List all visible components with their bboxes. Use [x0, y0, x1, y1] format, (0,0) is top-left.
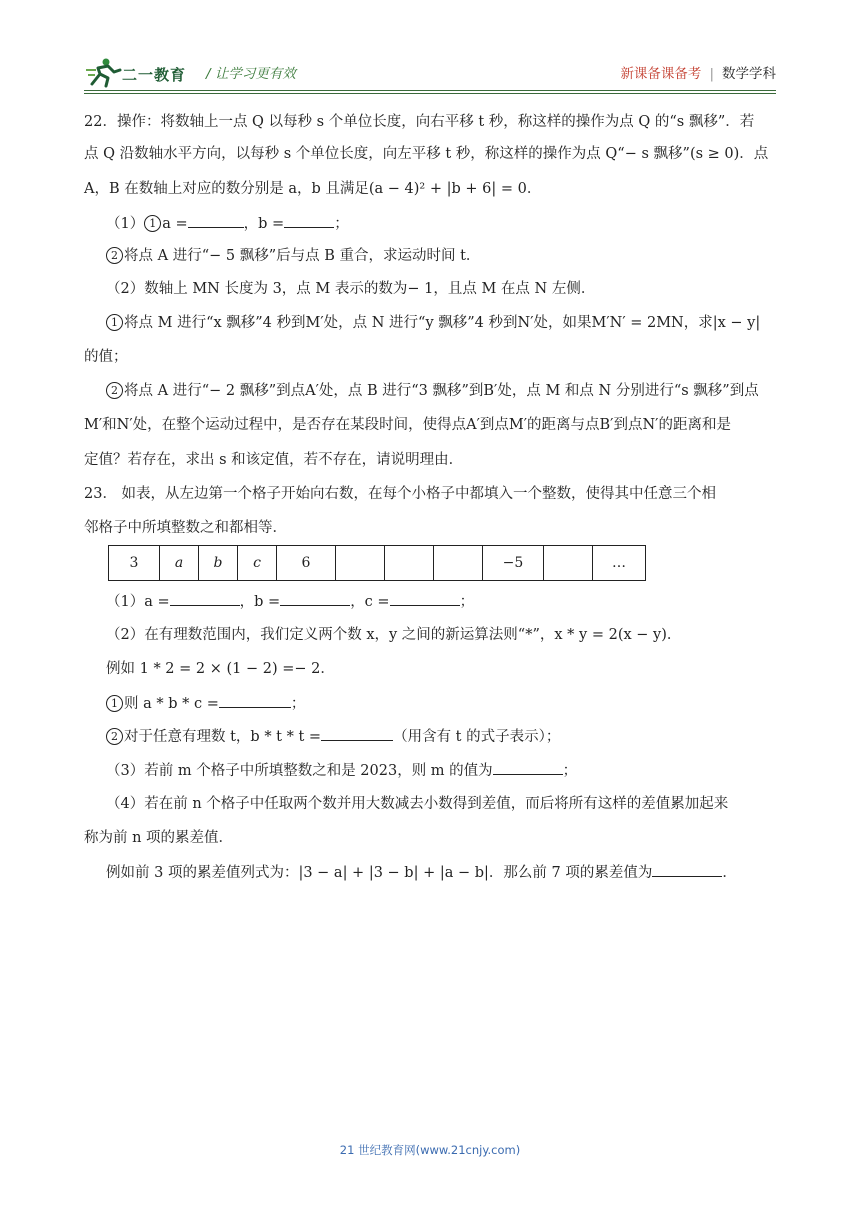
answer-blank[interactable] — [280, 591, 350, 606]
runner-logo-icon — [84, 56, 124, 88]
q23-line-1: 23． 如表，从左边第一个格子开始向右数，在每个小格子中都填入一个整数，使得其中任意三个相 — [84, 486, 717, 502]
q23-part2-2-end: （用含有 t 的式子表示）； — [393, 729, 561, 745]
q22-part1-b-label: ，b = — [243, 216, 285, 232]
q22-part2-2a-text: 将点 A 进行“− 2 飘移”到点A′处，点 B 进行“3 飘移”到B′处，点 M 和点 N 分别进行“s 飘移”到点 — [124, 383, 759, 399]
page-header — [84, 56, 776, 90]
q22-part1-end: ； — [334, 216, 349, 232]
q23-part1-a-label: a = — [144, 594, 170, 610]
header-subject: 数学学科 — [722, 66, 776, 82]
q23-part1-c-label: ，c = — [350, 594, 390, 610]
circled-one-icon: 1 — [106, 695, 123, 712]
q23-part2: （2）在有理数范围内，我们定义两个数 x，y 之间的新运算法则“*”，x * y = 2(x − y)． — [106, 627, 682, 643]
number-grid-table — [108, 545, 646, 581]
q23-part2-1 — [106, 693, 305, 714]
q23-part4-b: 称为前 n 项的累差值． — [84, 830, 234, 846]
q22-part2-2c: 定值？若存在，求出 s 和该定值，若不存在，请说明理由． — [84, 452, 464, 468]
grid-cell: a — [160, 546, 199, 581]
q22-part1-a-label: a = — [162, 216, 188, 232]
q23-part1-prefix: （1） — [106, 594, 145, 610]
q23-line-2: 邻格子中所填整数之和都相等． — [84, 520, 287, 536]
answer-blank[interactable] — [652, 862, 722, 877]
header-rule — [84, 90, 776, 91]
grid-cell — [544, 546, 593, 581]
answer-blank[interactable] — [170, 591, 240, 606]
q23-part3-end: ； — [562, 763, 578, 779]
header-right — [620, 62, 776, 82]
circled-two-icon: 2 — [106, 728, 123, 745]
q22-part2-1a — [106, 313, 760, 333]
grid-cell: 6 — [277, 546, 336, 581]
q22-part2-1a-text: 将点 M 进行“x 飘移”4 秒到M′处，点 N 进行“y 飘移”4 秒到N′处，如果M′N′ = 2MN，求|x − y| — [124, 315, 761, 331]
grid-cell: −5 — [483, 546, 544, 581]
circled-one-icon: 1 — [106, 314, 123, 331]
answer-blank[interactable] — [188, 213, 244, 228]
q22-part1-2-text: 将点 A 进行“− 5 飘移”后与点 B 重合，求运动时间 t． — [124, 248, 481, 264]
q22-part2: （2）数轴上 MN 长度为 3，点 M 表示的数为− 1，且点 M 在点 N 左侧． — [106, 281, 596, 297]
q22-line-2: 点 Q 沿数轴水平方向，以每秒 s 个单位长度，向左平移 t 秒，称这样的操作为点 Q“− s 飘移”(s ≥ 0)．点 — [84, 146, 769, 162]
q22-part1-prefix: （1） — [106, 216, 145, 232]
q23-part1-b-label: ，b = — [239, 594, 281, 610]
answer-blank[interactable] — [390, 591, 460, 606]
circled-two-icon: 2 — [106, 382, 123, 399]
q23-part2-example: 例如 1 * 2 = 2 × (1 − 2) =− 2． — [106, 661, 335, 677]
q22-part2-2a — [106, 381, 759, 401]
grid-cell: 3 — [109, 546, 160, 581]
grid-cell — [385, 546, 434, 581]
q22-part1 — [106, 213, 349, 234]
grid-cell — [434, 546, 483, 581]
header-slogan: / 让学习更有效 — [206, 66, 296, 82]
answer-blank[interactable] — [219, 693, 291, 708]
q22-line-3: A，B 在数轴上对应的数分别是 a，b 且满足(a − 4)² + |b + 6| = 0． — [84, 181, 542, 197]
header-course-label: 新课备课备考 — [620, 66, 702, 82]
page-footer: 21 世纪教育网(www.21cnjy.com) — [339, 1143, 521, 1157]
q23-part2-1-end: ； — [290, 696, 306, 712]
answer-blank[interactable] — [493, 760, 563, 775]
q23-part4-a: （4）若在前 n 个格子中任取两个数并用大数减去小数得到差值，而后将所有这样的差值累加起来 — [106, 796, 729, 812]
answer-blank[interactable] — [321, 726, 393, 741]
q23-part2-2-text: 对于任意有理数 t，b * t * t = — [124, 729, 322, 745]
q23-part4-example-text: 例如前 3 项的累差值列式为：|3 − a| + |3 − b| + |a − b|．那么前 7 项的累差值为 — [106, 865, 653, 881]
answer-blank[interactable] — [284, 213, 334, 228]
q23-part1 — [106, 591, 474, 612]
header-separator: | — [709, 66, 714, 82]
circled-one-icon: 1 — [144, 215, 161, 232]
q23-part2-1-text: 则 a * b * c = — [124, 696, 219, 712]
q22-part2-2b: M′和N′处，在整个运动过程中，是否存在某段时间，使得点A′到点M′的距离与点B′到点N′的距离和是 — [84, 417, 731, 433]
q23-part2-2 — [106, 726, 560, 747]
grid-cell: b — [199, 546, 238, 581]
q23-part4-end: ． — [722, 865, 737, 881]
q22-part1-2 — [106, 246, 480, 266]
circled-two-icon: 2 — [106, 247, 123, 264]
header-rule-thin — [84, 93, 776, 94]
q22-part2-1b: 的值； — [84, 349, 128, 365]
q23-part1-end: ； — [459, 594, 475, 610]
grid-cell — [336, 546, 385, 581]
q23-part4-example — [106, 862, 737, 883]
q23-part3-text: （3）若前 m 个格子中所填整数之和是 2023，则 m 的值为 — [106, 763, 493, 779]
q23-part3 — [106, 760, 577, 781]
grid-cell: … — [593, 546, 646, 581]
logo — [84, 56, 204, 88]
grid-cell: c — [238, 546, 277, 581]
q22-line-1: 22．操作：将数轴上一点 Q 以每秒 s 个单位长度，向右平移 t 秒，称这样的操作为点 Q 的“s 飘移”．若 — [84, 114, 755, 130]
logo-text: 二一教育 — [122, 66, 187, 84]
